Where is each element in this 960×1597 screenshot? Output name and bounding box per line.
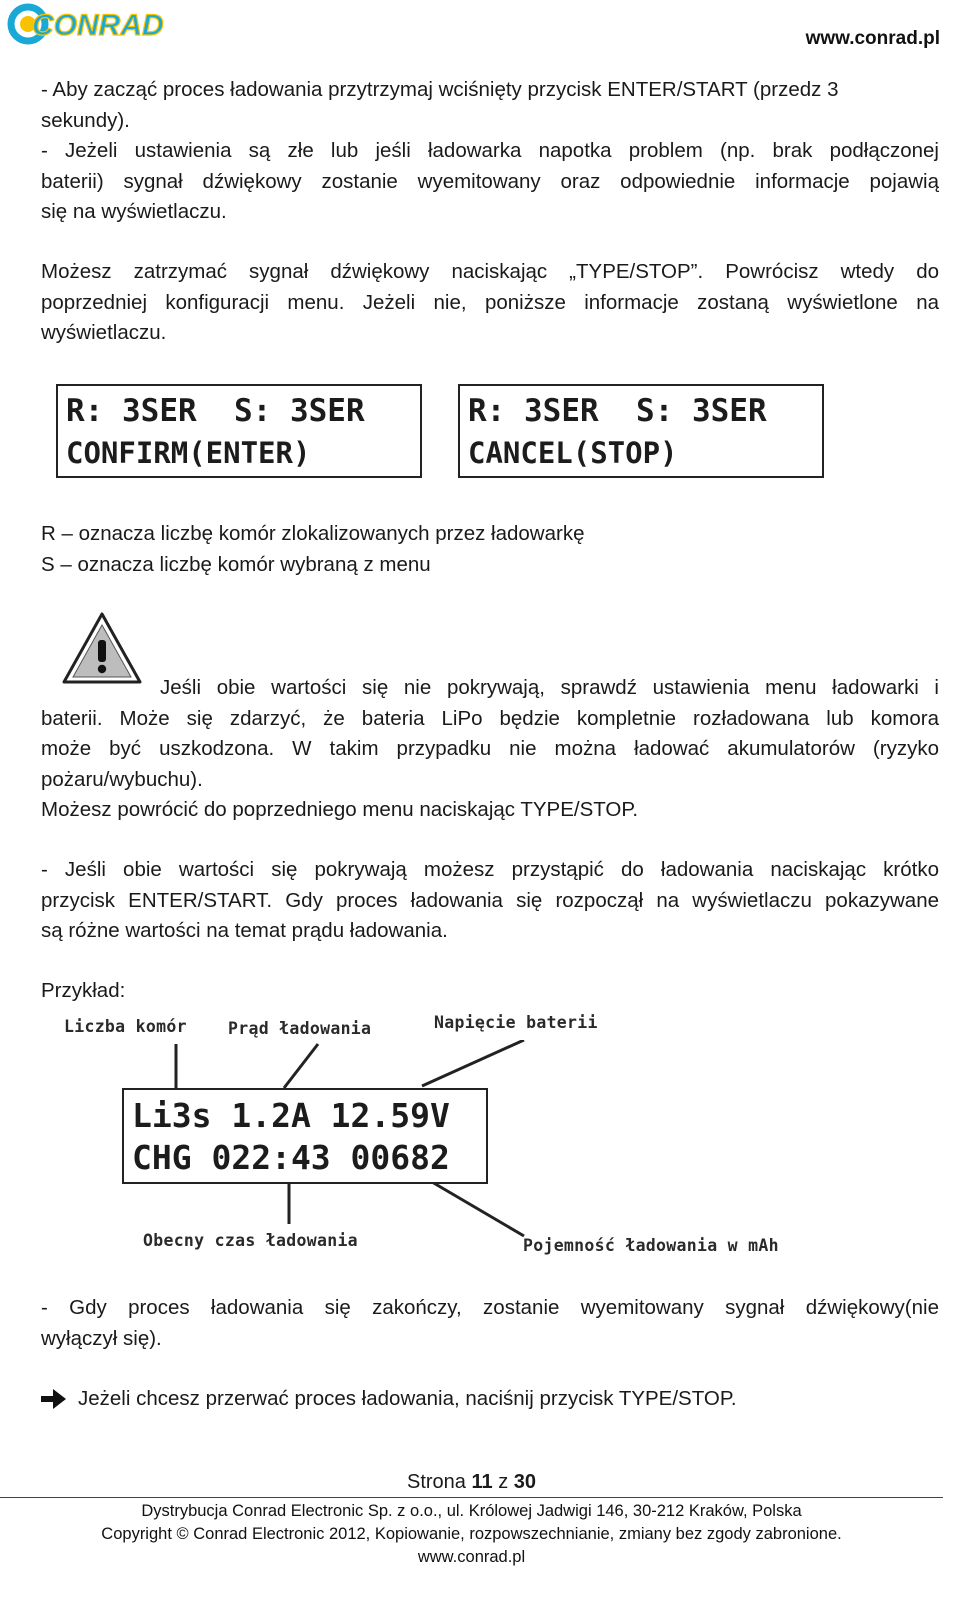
- page-prefix: Strona: [406, 1471, 466, 1493]
- footer-copyright: Copyright © Conrad Electronic 2012, Kopiowanie, rozpowszechnianie, zmiany bez zgody zabronione.: [101, 1525, 842, 1543]
- label-battery-voltage: Napięcie baterii: [434, 1013, 598, 1032]
- text-line: - Jeśli obie wartości się pokrywają możesz przystąpić do ładowania naciskając krótko: [41, 858, 939, 881]
- intro-paragraph: [41, 75, 939, 228]
- text-line: są różne wartości na temat prądu ładowania.: [41, 919, 448, 942]
- legend-r: R – oznacza liczbę komór zlokalizowanych przez ładowarkę: [41, 522, 585, 545]
- lcd-line: CONFIRM(ENTER): [66, 436, 311, 470]
- lcd-line: Li3s 1.2A 12.59V: [132, 1096, 450, 1135]
- page-number: [0, 1471, 943, 1494]
- text-line: może być uszkodzona. W takim przypadku nie można ładować akumulatorów (ryzyko: [41, 737, 939, 760]
- legend-s: S – oznacza liczbę komór wybraną z menu: [41, 552, 431, 576]
- charging-finished-paragraph: [41, 1293, 939, 1354]
- stop-charging-note: Jeżeli chcesz przerwać proces ładowania, naciśnij przycisk TYPE/STOP.: [78, 1387, 737, 1410]
- label-charge-time: Obecny czas ładowania: [143, 1231, 358, 1250]
- text-line: baterii. Może się zdarzyć, że bateria LiPo będzie kompletnie rozładowana lub komora: [41, 706, 939, 730]
- footer-address: Dystrybucja Conrad Electronic Sp. z o.o., ul. Królowej Jadwigi 146, 30-212 Kraków, Polska: [141, 1502, 802, 1520]
- stop-signal-paragraph: [41, 257, 939, 349]
- text-line: wyłączył się).: [41, 1326, 162, 1350]
- lcd-line: R: 3SER S: 3SER: [66, 393, 365, 429]
- text-line: wyświetlaczu.: [41, 321, 167, 344]
- text-line: poprzedniej konfiguracji menu. Jeżeli nie, poniższe informacje zostaną wyświetlone na: [41, 290, 939, 314]
- pointer-line: [284, 1044, 318, 1088]
- footer-url[interactable]: www.conrad.pl: [417, 1548, 526, 1566]
- page-total: 30: [513, 1471, 537, 1493]
- pointer-line: [432, 1182, 524, 1236]
- text-line: Możesz zatrzymać sygnał dźwiękowy naciskając „TYPE/STOP”. Powrócisz wtedy do: [41, 260, 939, 283]
- warning-paragraph: [41, 673, 939, 826]
- label-capacity: Pojemność ładowania w mAh: [523, 1236, 779, 1255]
- text-line: - Aby zacząć proces ładowania przytrzymaj wciśnięty przycisk ENTER/START (przedz 3: [41, 78, 839, 101]
- text-line: się na wyświetlaczu.: [41, 200, 227, 223]
- text-line: sekundy).: [41, 108, 130, 132]
- label-cell-count: Liczba komór: [64, 1017, 187, 1036]
- text-line: Możesz powrócić do poprzedniego menu naciskając TYPE/STOP.: [41, 798, 639, 821]
- lcd-line: CANCEL(STOP): [468, 436, 678, 470]
- text-line: - Gdy proces ładowania się zakończy, zostanie wyemitowany sygnał dźwiękowy(nie: [41, 1296, 939, 1319]
- site-url[interactable]: www.conrad.pl: [805, 28, 940, 49]
- text-line: - Jeżeli ustawienia są złe lub jeśli ładowarka napotka problem (np. brak podłączonej: [41, 139, 939, 162]
- text-line: baterii) sygnał dźwiękowy zostanie wyemitowany oraz odpowiednie informacje pojawią: [41, 169, 939, 193]
- conrad-logo: [6, 2, 166, 46]
- page-current: 11: [471, 1471, 493, 1493]
- lcd-charging-display: [122, 1088, 488, 1184]
- lcd-confirm-display: [56, 384, 422, 478]
- text-line: przycisk ENTER/START. Gdy proces ładowania się rozpoczął na wyświetlaczu pokazywane: [41, 888, 939, 912]
- legend: [41, 519, 939, 580]
- text-line: pożaru/wybuchu).: [41, 767, 203, 791]
- lcd-cancel-display: [458, 384, 824, 478]
- lcd-line: CHG 022:43 00682: [132, 1138, 450, 1177]
- footer-divider: [0, 1497, 943, 1498]
- start-charging-paragraph: [41, 855, 939, 947]
- label-charge-current: Prąd ładowania: [228, 1019, 372, 1038]
- page-separator: z: [498, 1471, 509, 1493]
- pointer-line: [422, 1040, 524, 1086]
- example-label: Przykład:: [41, 979, 126, 1002]
- logo-text: CONRAD: [32, 9, 164, 42]
- lcd-line: R: 3SER S: 3SER: [468, 393, 767, 429]
- arrow-right-icon: [41, 1388, 67, 1410]
- text-line: Jeśli obie wartości się nie pokrywają, sprawdź ustawienia menu ładowarki i: [160, 676, 939, 699]
